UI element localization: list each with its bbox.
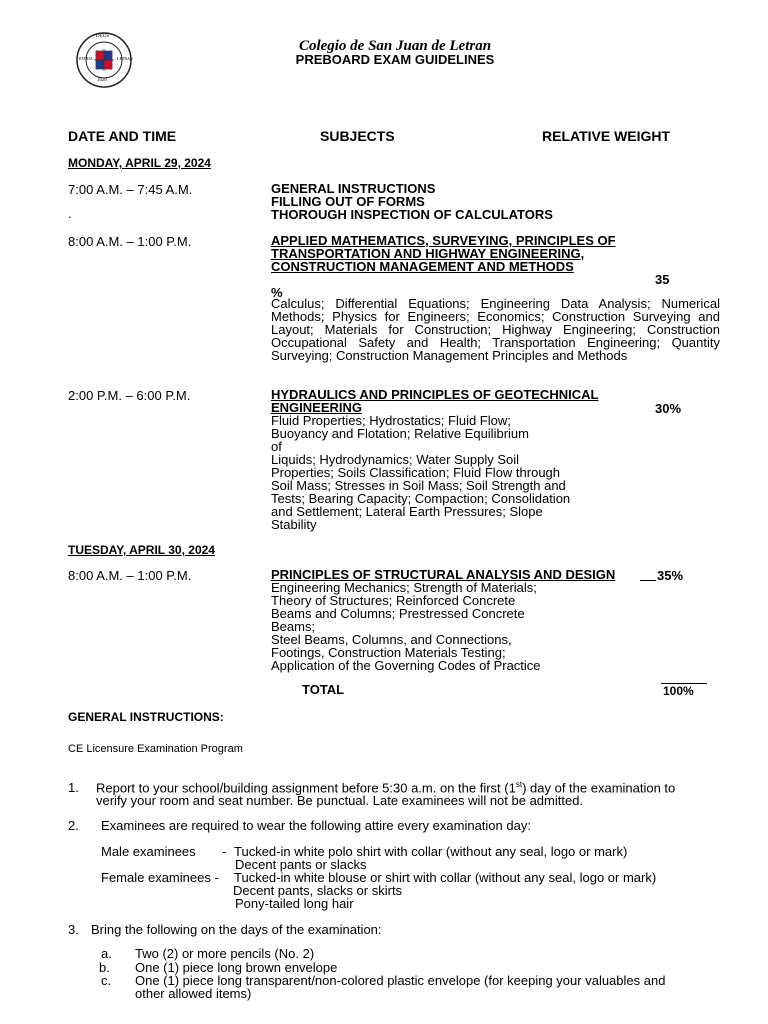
female-label: Female examinees - — [101, 870, 219, 885]
seal-year-text: 1620 — [97, 78, 107, 83]
slot3-topic-3: Liquids; Hydrodynamics; Water Supply Soil — [271, 452, 520, 467]
male-label: Male examinees — [101, 844, 196, 859]
item2-num: 2. — [68, 818, 79, 833]
seal-left-text: PATRIA — [79, 56, 93, 61]
day2-topic-3: Beams; — [271, 619, 316, 634]
day2-slot1-subject: PRINCIPLES OF STRUCTURAL ANALYSIS AND DESIGN — [271, 567, 616, 582]
school-name: Colegio de San Juan de Letran — [298, 38, 492, 54]
sub-b-text: One (1) piece long brown envelope — [135, 960, 338, 975]
female-line-0: Tucked-in white blouse or shirt with collar (without any seal, logo or mark) — [234, 870, 657, 885]
item3-num: 3. — [68, 922, 79, 937]
slot3-subject-line2: ENGINEERING — [271, 400, 363, 415]
sub-c-text: One (1) piece long transparent/non-colored plastic envelope (for keeping your valuables and — [135, 973, 666, 988]
item1-pre: Report to your school/building assignment before 5:30 a.m. on the first (1 — [96, 780, 516, 796]
slot3-topic-2: of — [271, 439, 282, 454]
seal-top-text: DEUS — [96, 34, 110, 39]
male-line-0: Tucked-in white polo shirt with collar (without any seal, logo or mark) — [234, 844, 628, 859]
slot3-weight: 30% — [655, 401, 682, 416]
female-line-1: Decent pants, slacks or skirts — [233, 883, 403, 898]
slot3-topic-0: Fluid Properties; Hydrostatics; Fluid Flow; — [271, 413, 511, 428]
general-heading: GENERAL INSTRUCTIONS: — [68, 710, 224, 724]
male-dash: - — [222, 844, 227, 859]
slot2-time: 8:00 A.M. – 1:00 P.M. — [68, 234, 192, 249]
item1-sup: st — [515, 780, 523, 789]
female-line-2: Pony-tailed long hair — [235, 896, 354, 911]
sub-a-letter: a. — [101, 946, 112, 961]
sub-b-letter: b. — [99, 960, 110, 975]
item1-num: 1. — [68, 780, 79, 795]
slot2-subject-line2: TRANSPORTATION AND HIGHWAY ENGINEERING, — [271, 246, 585, 261]
day2-topic-6: Application of the Governing Codes of Practice — [271, 658, 541, 673]
program-label: CE Licensure Examination Program — [68, 743, 243, 755]
slot3-time: 2:00 P.M. – 6:00 P.M. — [68, 388, 191, 403]
item2-text: Examinees are required to wear the following attire every examination day: — [101, 818, 531, 833]
day2-topic-5: Footings, Construction Materials Testing; — [271, 645, 506, 660]
doc-title: PREBOARD EXAM GUIDELINES — [295, 52, 495, 67]
slot3-topic-7: and Settlement; Lateral Earth Pressures; Slope — [271, 504, 543, 519]
day2-topic-1: Theory of Structures; Reinforced Concrete — [271, 593, 516, 608]
day2-label: TUESDAY, APRIL 30, 2024 — [68, 543, 215, 557]
item1-post: ) day of the examination to — [522, 780, 676, 796]
day2-topic-2: Beams and Columns; Prestressed Concrete — [271, 606, 525, 621]
slot2-subject-line3: CONSTRUCTION MANAGEMENT AND METHODS — [271, 259, 574, 274]
sub-c-line2: other allowed items) — [135, 986, 252, 1001]
slot3-topic-1: Buoyancy and Flotation; Relative Equilibrium — [271, 426, 529, 441]
total-label: TOTAL — [302, 682, 345, 697]
total-value: 100% — [663, 684, 694, 698]
slot3-subject-line1: HYDRAULICS AND PRINCIPLES OF GEOTECHNICAL — [271, 387, 599, 402]
seal-right-text: LETRAN — [117, 56, 133, 61]
slot1-line3: THOROUGH INSPECTION OF CALCULATORS — [271, 207, 553, 222]
male-line-1: Decent pants or slacks — [235, 857, 367, 872]
day2-topic-4: Steel Beams, Columns, and Connections, — [271, 632, 512, 647]
slot3-topic-4: Properties; Soils Classification; Fluid Flow through — [271, 465, 561, 480]
col-subjects: SUBJECTS — [320, 128, 395, 144]
slot2-topics: Calculus; Differential Equations; Engineering Data Analysis; Numerical Methods; Physics for Engineers; Economics; Construction Surveying and Layout; Materials for Construction; Highway Engineering; Construction Occupational Safety and Health; Transportation Engineering; Quantity Surveying; Construction Management Principles and Methods — [271, 296, 720, 363]
slot2-weight-pct: % — [271, 285, 283, 300]
day1-label: MONDAY, APRIL 29, 2024 — [68, 156, 211, 170]
col-weight: RELATIVE WEIGHT — [542, 128, 671, 144]
slot1-line2: FILLING OUT OF FORMS — [271, 194, 425, 209]
slot3-topic-6: Tests; Bearing Capacity; Compaction; Consolidation — [271, 491, 571, 506]
slot3-topic-5: Soil Mass; Stresses in Soil Mass; Soil Strength and — [271, 478, 566, 493]
item1-line2: verify your room and seat number. Be punctual. Late examinees will not be admitted. — [96, 793, 584, 808]
sub-a-text: Two (2) or more pencils (No. 2) — [135, 946, 315, 961]
day2-topic-0: Engineering Mechanics; Strength of Materials; — [271, 580, 537, 595]
slot1-line1: GENERAL INSTRUCTIONS — [271, 181, 436, 196]
item3-text: Bring the following on the days of the examination: — [91, 922, 382, 937]
col-date-time: DATE AND TIME — [68, 128, 177, 144]
sub-c-letter: c. — [101, 973, 112, 988]
slot3-topic-8: Stability — [271, 517, 317, 532]
slot1-time: 7:00 A.M. – 7:45 A.M. — [68, 182, 193, 197]
slot1-dot: . — [68, 206, 72, 221]
slot2-weight-num: 35 — [655, 272, 670, 287]
slot2-subject-line1: APPLIED MATHEMATICS, SURVEYING, PRINCIPLES OF — [271, 233, 616, 248]
day2-slot1-time: 8:00 A.M. – 1:00 P.M. — [68, 568, 192, 583]
day2-subject-underline-gap — [640, 580, 656, 581]
day2-slot1-weight: 35% — [657, 568, 684, 583]
